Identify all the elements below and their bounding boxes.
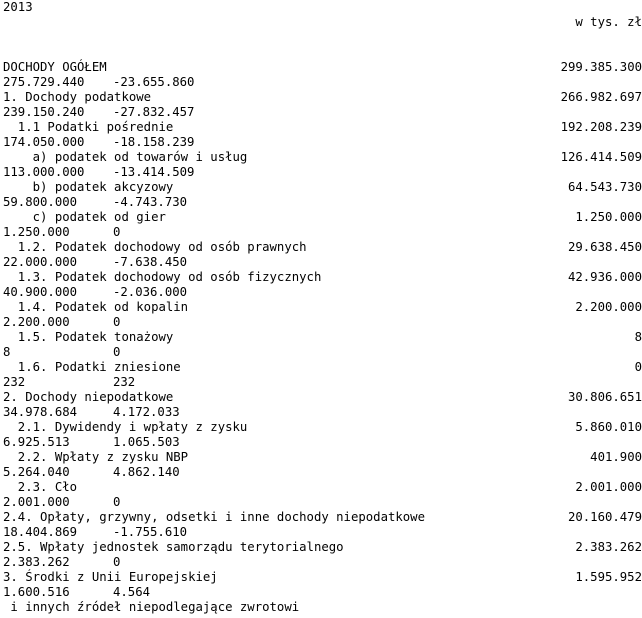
income-row-sub — [3, 345, 642, 360]
row-value: 1.250.000 — [575, 210, 642, 224]
blank-gap — [3, 30, 642, 60]
row-sub-value-a: 239.150.240 — [3, 105, 85, 119]
row-value: 2.200.000 — [575, 300, 642, 314]
row-sub-value-b: -13.414.509 — [113, 165, 195, 179]
row-sub-value-b: -4.743.730 — [113, 195, 188, 209]
income-row — [3, 300, 642, 315]
row-sub-value-b: -18.158.239 — [113, 135, 195, 149]
row-label: 1.2. Podatek dochodowy od osób prawnych — [3, 240, 307, 254]
income-row-sub — [3, 165, 642, 180]
row-label: c) podatek od gier — [3, 210, 166, 224]
income-row — [3, 540, 642, 555]
income-row-sub — [3, 285, 642, 300]
row-value: 266.982.697 — [560, 90, 642, 104]
row-label: 2.2. Wpłaty z zysku NBP — [3, 450, 189, 464]
row-value: 8 — [634, 330, 642, 344]
row-label: b) podatek akcyzowy — [3, 180, 174, 194]
row-sub-value-b: -23.655.860 — [113, 75, 195, 89]
row-label: 1.5. Podatek tonażowy — [3, 330, 174, 344]
row-value: 1.595.952 — [575, 570, 642, 584]
income-row-sub — [3, 465, 642, 480]
income-rows — [3, 60, 642, 600]
row-sub-value-a: 113.000.000 — [3, 165, 85, 179]
income-row — [3, 570, 642, 585]
income-row — [3, 120, 642, 135]
row-sub-value-b: -7.638.450 — [113, 255, 188, 269]
row-value: 401.900 — [590, 450, 642, 464]
income-row-sub — [3, 75, 642, 90]
row-sub-value-a: 22.000.000 — [3, 255, 78, 269]
income-row-sub — [3, 255, 642, 270]
row-sub-value-b: 0 — [113, 315, 121, 329]
row-sub-value-b: 4.862.140 — [113, 465, 180, 479]
document-text — [3, 0, 642, 615]
row-label: 2.1. Dywidendy i wpłaty z zysku — [3, 420, 248, 434]
row-sub-value-a: 18.404.869 — [3, 525, 78, 539]
row-value: 0 — [634, 360, 642, 374]
row-label: 1.1 Podatki pośrednie — [3, 120, 174, 134]
income-row — [3, 390, 642, 405]
row-value: 29.638.450 — [567, 240, 642, 254]
row-sub-value-a: 174.050.000 — [3, 135, 85, 149]
row-value: 30.806.651 — [567, 390, 642, 404]
income-row — [3, 360, 642, 375]
row-label: DOCHODY OGÓŁEM — [3, 60, 107, 74]
row-sub-value-a: 5.264.040 — [3, 465, 70, 479]
row-sub-value-b: 0 — [113, 555, 121, 569]
row-sub-value-a: 59.800.000 — [3, 195, 78, 209]
row-sub-value-a: 2.001.000 — [3, 495, 70, 509]
row-label: 2.4. Opłaty, grzywny, odsetki i inne dochody niepodatkowe — [3, 510, 425, 524]
row-label: a) podatek od towarów i usług — [3, 150, 248, 164]
row-value: 2.001.000 — [575, 480, 642, 494]
income-row — [3, 60, 642, 75]
row-sub-value-b: 4.172.033 — [113, 405, 180, 419]
income-row — [3, 480, 642, 495]
row-label: 2. Dochody niepodatkowe — [3, 390, 174, 404]
income-row-sub — [3, 555, 642, 570]
income-row-sub — [3, 405, 642, 420]
row-value: 126.414.509 — [560, 150, 642, 164]
row-label: 2.5. Wpłaty jednostek samorządu terytorialnego — [3, 540, 344, 554]
row-value: 5.860.010 — [575, 420, 642, 434]
continuation-line: i innych źródeł niepodlegające zwrotowi — [3, 600, 300, 614]
row-value: 299.385.300 — [560, 60, 642, 74]
row-label: 2.3. Cło — [3, 480, 78, 494]
row-sub-value-a: 275.729.440 — [3, 75, 85, 89]
income-row — [3, 150, 642, 165]
row-sub-value-a: 2.383.262 — [3, 555, 70, 569]
row-sub-value-a: 8 — [3, 345, 11, 359]
income-row — [3, 270, 642, 285]
income-row-sub — [3, 315, 642, 330]
income-row-sub — [3, 525, 642, 540]
row-sub-value-b: 1.065.503 — [113, 435, 180, 449]
row-sub-value-a: 2.200.000 — [3, 315, 70, 329]
income-row-sub — [3, 195, 642, 210]
income-row-sub — [3, 105, 642, 120]
row-sub-value-a: 6.925.513 — [3, 435, 70, 449]
year-line: 2013 — [3, 0, 33, 14]
income-row-sub — [3, 225, 642, 240]
row-label: 1. Dochody podatkowe — [3, 90, 152, 104]
row-sub-value-b: -27.832.457 — [113, 105, 195, 119]
income-row — [3, 330, 642, 345]
row-sub-value-a: 34.978.684 — [3, 405, 78, 419]
income-row — [3, 210, 642, 225]
income-row — [3, 240, 642, 255]
income-row-sub — [3, 135, 642, 150]
income-row — [3, 510, 642, 525]
row-sub-value-a: 40.900.000 — [3, 285, 78, 299]
row-value: 2.383.262 — [575, 540, 642, 554]
row-value: 20.160.479 — [567, 510, 642, 524]
row-sub-value-a: 232 — [3, 375, 26, 389]
income-row — [3, 180, 642, 195]
row-label: 1.3. Podatek dochodowy od osób fizycznych — [3, 270, 322, 284]
row-sub-value-b: 4.564 — [113, 585, 151, 599]
row-label: 1.4. Podatek od kopalin — [3, 300, 189, 314]
row-sub-value-b: -1.755.610 — [113, 525, 188, 539]
income-row-sub — [3, 375, 642, 390]
income-row — [3, 90, 642, 105]
income-row-sub — [3, 585, 642, 600]
row-label: 3. Środki z Unii Europejskiej — [3, 570, 218, 584]
row-sub-value-b: -2.036.000 — [113, 285, 188, 299]
row-value: 64.543.730 — [567, 180, 642, 194]
row-sub-value-a: 1.250.000 — [3, 225, 70, 239]
row-label: 1.6. Podatki zniesione — [3, 360, 181, 374]
unit-line: w tys. zł — [575, 15, 642, 29]
row-value: 192.208.239 — [560, 120, 642, 134]
income-row — [3, 450, 642, 465]
row-sub-value-a: 1.600.516 — [3, 585, 70, 599]
row-sub-value-b: 0 — [113, 345, 121, 359]
row-sub-value-b: 0 — [113, 225, 121, 239]
income-row-sub — [3, 495, 642, 510]
row-value: 42.936.000 — [567, 270, 642, 284]
income-row — [3, 420, 642, 435]
income-row-sub — [3, 435, 642, 450]
row-sub-value-b: 0 — [113, 495, 121, 509]
row-sub-value-b: 232 — [113, 375, 136, 389]
